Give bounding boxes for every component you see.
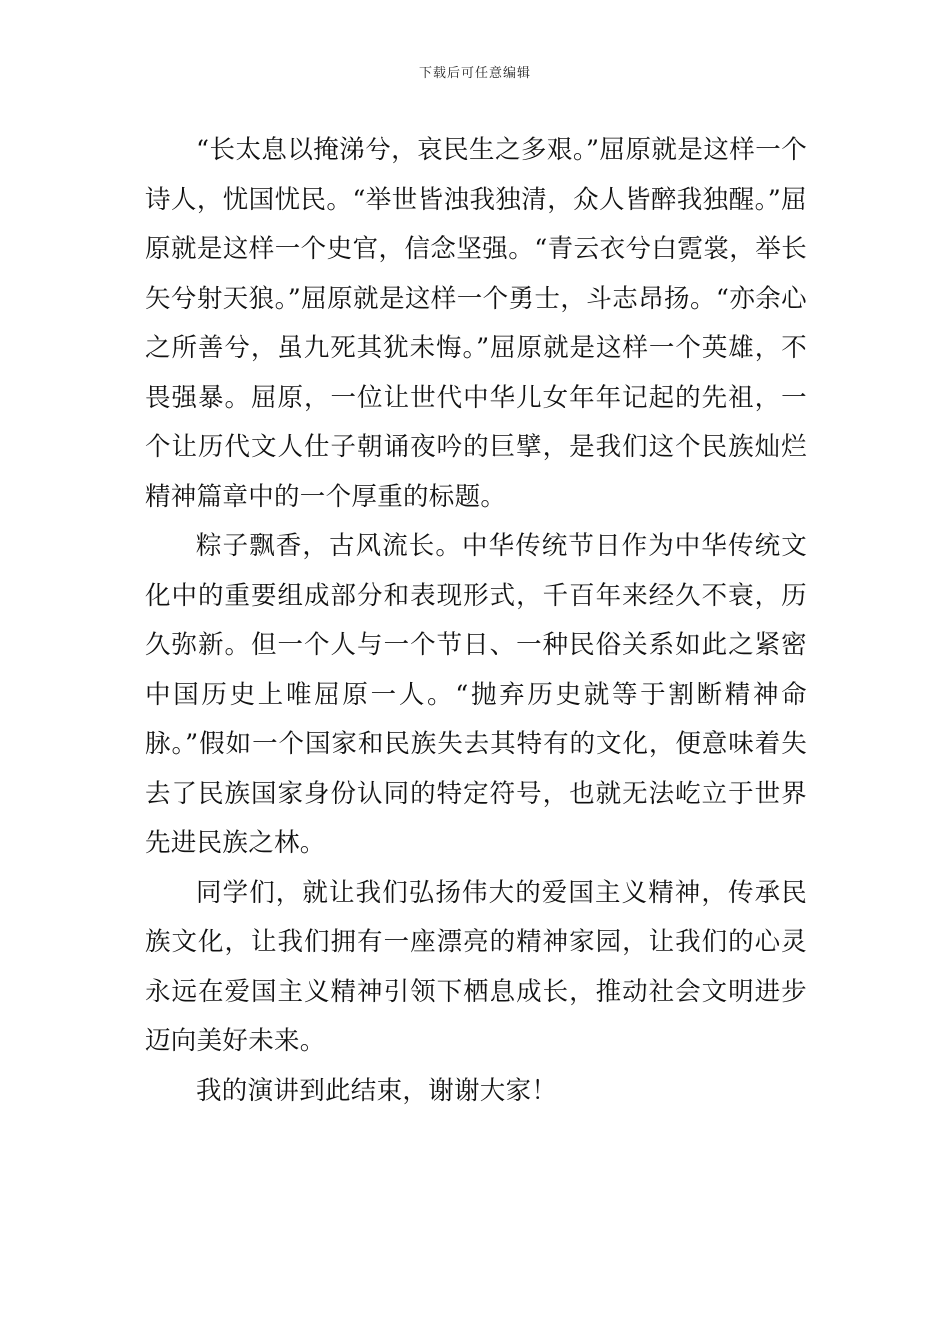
speech-body: [145, 126, 807, 1116]
paragraph-closing: 我的演讲到此结束，谢谢大家！: [196, 1075, 558, 1106]
paragraph-quyuan: “长太息以掩涕兮，哀民生之多艰。”屈原就是这样一个诗人，忧国忧民。“举世皆浊我独清，众人皆醉我独醒。”屈原就是这样一个史官，信念坚强。“青云衣兮白霓裳，举长矢兮射天狼。”屈原就是这样一个勇士，斗志昂扬。“亦余心之所善兮，虽九死其犹未悔。”屈原就是这样一个英雄，不畏强暴。屈原，一位让世代中华儿女年年记起的先祖，一个让历代文人仕子朝诵夜吟的巨擘，是我们这个民族灿烂精神篇章中的一个厚重的标题。: [145, 135, 807, 512]
paragraph-tradition: 粽子飘香，古风流长。中华传统节日作为中华传统文化中的重要组成部分和表现形式，千百年来经久不衰，历久弥新。但一个人与一个节日、一种民俗关系如此之紧密中国历史上唯屈原一人。“抛弃历史就等于割断精神命脉。”假如一个国家和民族失去其特有的文化，便意味着失去了民族国家身份认同的特定符号，也就无法屹立于世界先进民族之林。: [145, 531, 807, 858]
paragraph-call-to-action: 同学们，就让我们弘扬伟大的爱国主义精神，传承民族文化，让我们拥有一座漂亮的精神家园，让我们的心灵永远在爱国主义精神引领下栖息成长，推动社会文明进步迈向美好未来。: [145, 877, 807, 1056]
header-note: 下载后可任意编辑: [418, 66, 531, 81]
